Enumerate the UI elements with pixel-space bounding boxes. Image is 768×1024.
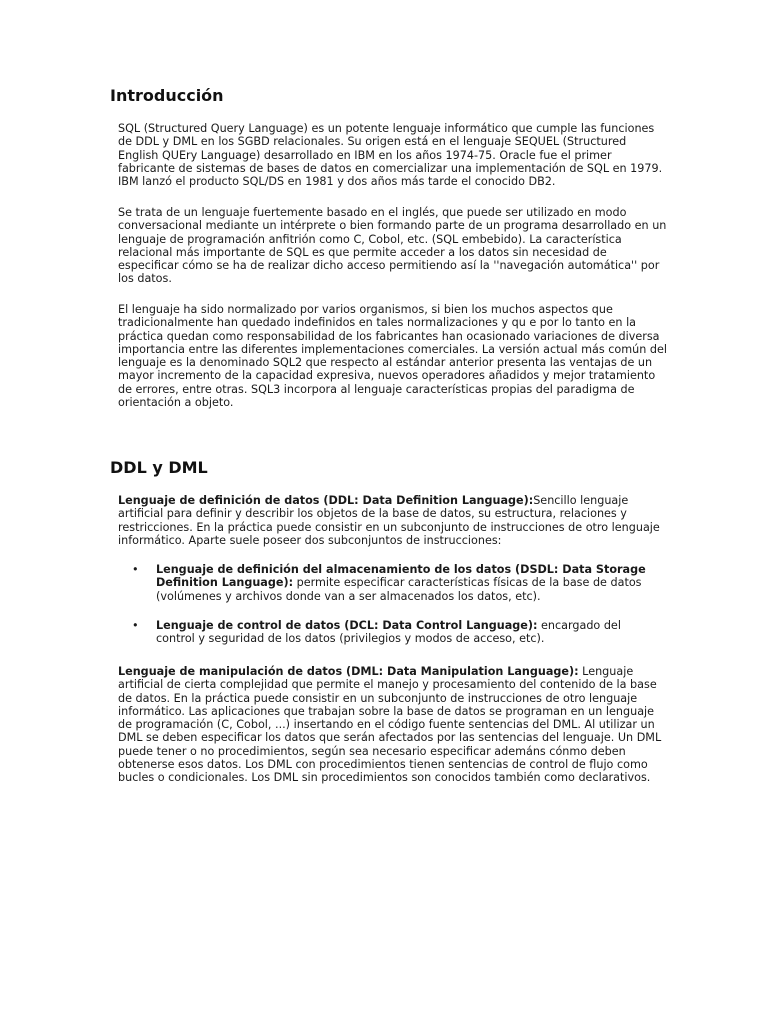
dml-paragraph — [110, 665, 668, 785]
intro-paragraph-1: SQL (Structured Query Language) es un potente lenguaje informático que cumple las funciones de DDL y DML en los SGBD relacionales. Su origen está en el lenguaje SEQUEL (Structured English QUEry Language) desarrollado en IBM en los años 1974-75. Oracle fue el primer fabricante de sistemas de bases de datos en comercializar una implementación de SQL en 1979. IBM lanzó el producto SQL/DS en 1981 y dos años más tarde el conocido DB2. — [118, 122, 663, 189]
bullet-icon: • — [132, 563, 139, 576]
ddl-sublist — [110, 563, 660, 661]
ddl-term: Lenguaje de definición de datos (DDL: Data Definition Language): — [118, 494, 534, 507]
intro-paragraph-3: El lenguaje ha sido normalizado por varios organismos, si bien los muchos aspectos que tradicionalmente han quedado indefinidos en tales normalizaciones y qu e por lo tanto en la práctica quedan como responsabilidad de los fabricantes han ocasionado variaciones de diversa importancia entre las diferentes implementaciones comerciales. La versión actual más común del lenguaje es la denominado SQL2 que respecto al estándar anterior presenta las ventajas de un mayor incremento de la capacidad expresiva, nuevos operadores añadidos y mejor tratamiento de errores, entre otras. SQL3 incorpora al lenguaje características propias del paradigma de orientación a objeto. — [118, 303, 667, 410]
list-item — [110, 563, 660, 603]
dml-text: Lenguaje artificial de cierta complejidad que permite el manejo y procesamiento del contenido de la base de datos. En la práctica puede consistir en un subconjunto de instrucciones de otro lenguaje informático. Las aplicaciones que trabajan sobre la base de datos se programan en un lenguaje de programación (C, Cobol, ...) insertando en el código fuente sentencias del DML. Al utilizar un DML se deben especificar los datos que serán afectados por las sentencias del lenguaje. Un DML puede tener o no procedimientos, según sea necesario especificar ademáns cónmo deben obtenerse esos datos. Los DML con procedimientos tienen sentencias de control de flujo como bucles o condicionales. Los DML sin procedimientos son conocidos también como declarativos. — [118, 665, 662, 785]
list-item-term: Lenguaje de control de datos (DCL: Data Control Language): — [156, 618, 538, 632]
list-item-text: permite especificar características físicas de la base de datos (volúmenes y archivos donde van a ser almacenados los datos, etc). — [156, 576, 642, 603]
intro-paragraph-2: Se trata de un lenguaje fuertemente basado en el inglés, que puede ser utilizado en modo conversacional mediante un intérprete o bien formando parte de un programa desarrollado en un lenguaje de programación anfitrión como C, Cobol, etc. (SQL embebido). La característica relacional más importante de SQL es que permite acceder a los datos sin necesidad de especificar cómo se ha de realizar dicho acceso permitiendo así la ''navegación automática'' por los datos. — [118, 206, 667, 286]
ddl-text: Sencillo lenguaje artificial para definir y describir los objetos de la base de datos, su estructura, relaciones y restricciones. En la práctica puede consistir en un subconjunto de instrucciones de otro lenguaje informático. Aparte suele poseer dos subconjuntos de instrucciones: — [118, 494, 660, 547]
bullet-icon: • — [132, 618, 139, 632]
section-title-introduccion: Introducción — [110, 86, 224, 105]
list-item-text: encargado del control y seguridad de los datos (privilegios y modos de acceso, etc). — [156, 618, 621, 646]
ddl-paragraph — [110, 494, 668, 547]
list-item-term: Lenguaje de definición del almacenamiento de los datos (DSDL: Data Storage Definition Language): — [156, 563, 646, 590]
section-title-ddl-dml: DDL y DML — [110, 458, 208, 477]
list-item — [110, 619, 660, 646]
dml-term: Lenguaje de manipulación de datos (DML: Data Manipulation Language): — [118, 665, 579, 678]
